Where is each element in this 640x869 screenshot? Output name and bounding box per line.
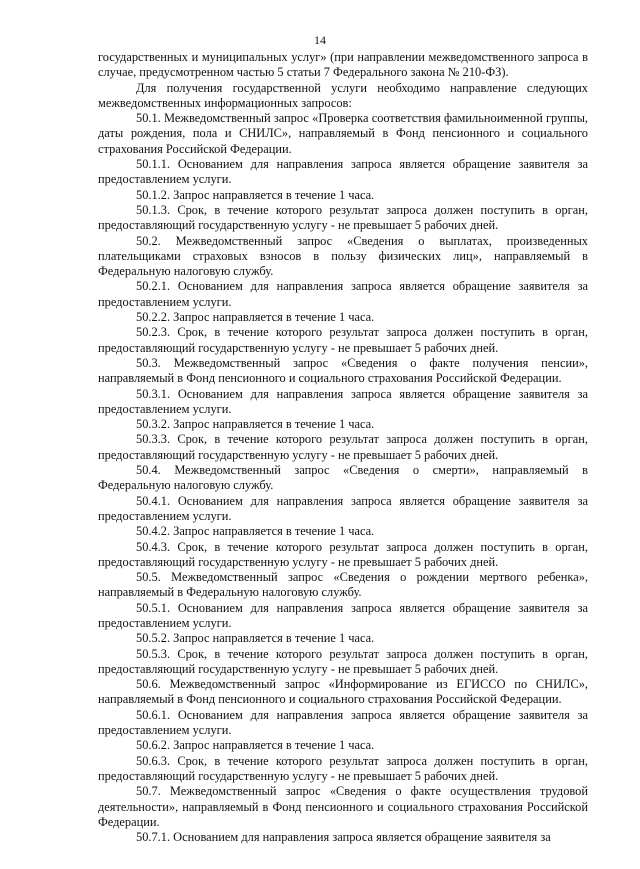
paragraph: 50.6. Межведомственный запрос «Информирование из ЕГИССО по СНИЛС», направляемый в Фонд пенсионного и социального страхования Российской Федерации. [98,677,588,707]
paragraph: 50.1.3. Срок, в течение которого результат запроса должен поступить в орган, предоставляющий государственную услугу - не превышает 5 рабочих дней. [98,202,588,233]
paragraph: 50.2. Межведомственный запрос «Сведения о выплатах, произведенных плательщиками страховых взносов в пользу физических лиц», направляемый в Федеральную налоговую службу. [98,233,588,279]
paragraph: 50.3.3. Срок, в течение которого результат запроса должен поступить в орган, предоставляющий государственную услугу - не превышает 5 рабочих дней. [98,432,588,462]
paragraph: 50.2.2. Запрос направляется в течение 1 часа. [136,310,375,325]
paragraph: 50.7. Межведомственный запрос «Сведения о факте осуществления трудовой деятельности», направляемый в Фонд пенсионного и социального страхования Российской Федерации. [98,784,588,829]
paragraph: 50.7.1. Основанием для направления запроса является обращение заявителя за [136,830,551,845]
paragraph: 50.6.2. Запрос направляется в течение 1 часа. [136,738,375,753]
paragraph: 50.1. Межведомственный запрос «Проверка соответствия фамильноименной группы, даты рождения, пола и СНИЛС», направляемый в Фонд пенсионного и социального страхования Российской Федерации. [98,111,588,156]
paragraph: 50.4. Межведомственный запрос «Сведения о смерти», направляемый в Федеральную налоговую службу. [98,463,588,493]
page-number: 14 [314,33,326,47]
paragraph: 50.3.1. Основанием для направления запроса является обращение заявителя за предоставлением услуги. [98,386,588,416]
paragraph: 50.5.3. Срок, в течение которого результат запроса должен поступить в орган, предоставляющий государственную услугу - не превышает 5 рабочих дней. [98,646,588,676]
paragraph: 50.6.3. Срок, в течение которого результат запроса должен поступить в орган, предоставляющий государственную услугу - не превышает 5 рабочих дней. [98,753,588,783]
paragraph: 50.5.1. Основанием для направления запроса является обращение заявителя за предоставлением услуги. [98,600,588,630]
paragraph: 50.4.3. Срок, в течение которого результат запроса должен поступить в орган, предоставляющий государственную услугу - не превышает 5 рабочих дней. [98,539,588,569]
paragraph: 50.3.2. Запрос направляется в течение 1 часа. [136,417,375,432]
paragraph: Для получения государственной услуги необходимо направление следующих межведомственных информационных запросов: [98,80,588,110]
paragraph: 50.4.1. Основанием для направления запроса является обращение заявителя за предоставлением услуги. [98,493,588,523]
paragraph: 50.1.2. Запрос направляется в течение 1 часа. [136,187,375,202]
paragraph: государственных и муниципальных услуг» (при направлении межведомственного запроса в случае, предусмотренном частью 5 статьи 7 Федерального закона № 210-ФЗ). [98,50,588,80]
paragraph: 50.6.1. Основанием для направления запроса является обращение заявителя за предоставлением услуги. [98,707,588,738]
paragraph: 50.2.1. Основанием для направления запроса является обращение заявителя за предоставлением услуги. [98,279,588,309]
paragraph: 50.3. Межведомственный запрос «Сведения о факте получения пенсии», направляемый в Фонд пенсионного и социального страхования Российской Федерации. [98,355,588,386]
paragraph: 50.1.1. Основанием для направления запроса является обращение заявителя за предоставлением услуги. [98,157,588,187]
paragraph: 50.5. Межведомственный запрос «Сведения о рождении мертвого ребенка», направляемый в Федеральную налоговую службу. [98,570,588,600]
document-body [98,50,588,845]
paragraph: 50.2.3. Срок, в течение которого результат запроса должен поступить в орган, предоставляющий государственную услугу - не превышает 5 рабочих дней. [98,325,588,355]
paragraph: 50.5.2. Запрос направляется в течение 1 часа. [136,631,375,646]
paragraph: 50.4.2. Запрос направляется в течение 1 часа. [136,524,375,539]
